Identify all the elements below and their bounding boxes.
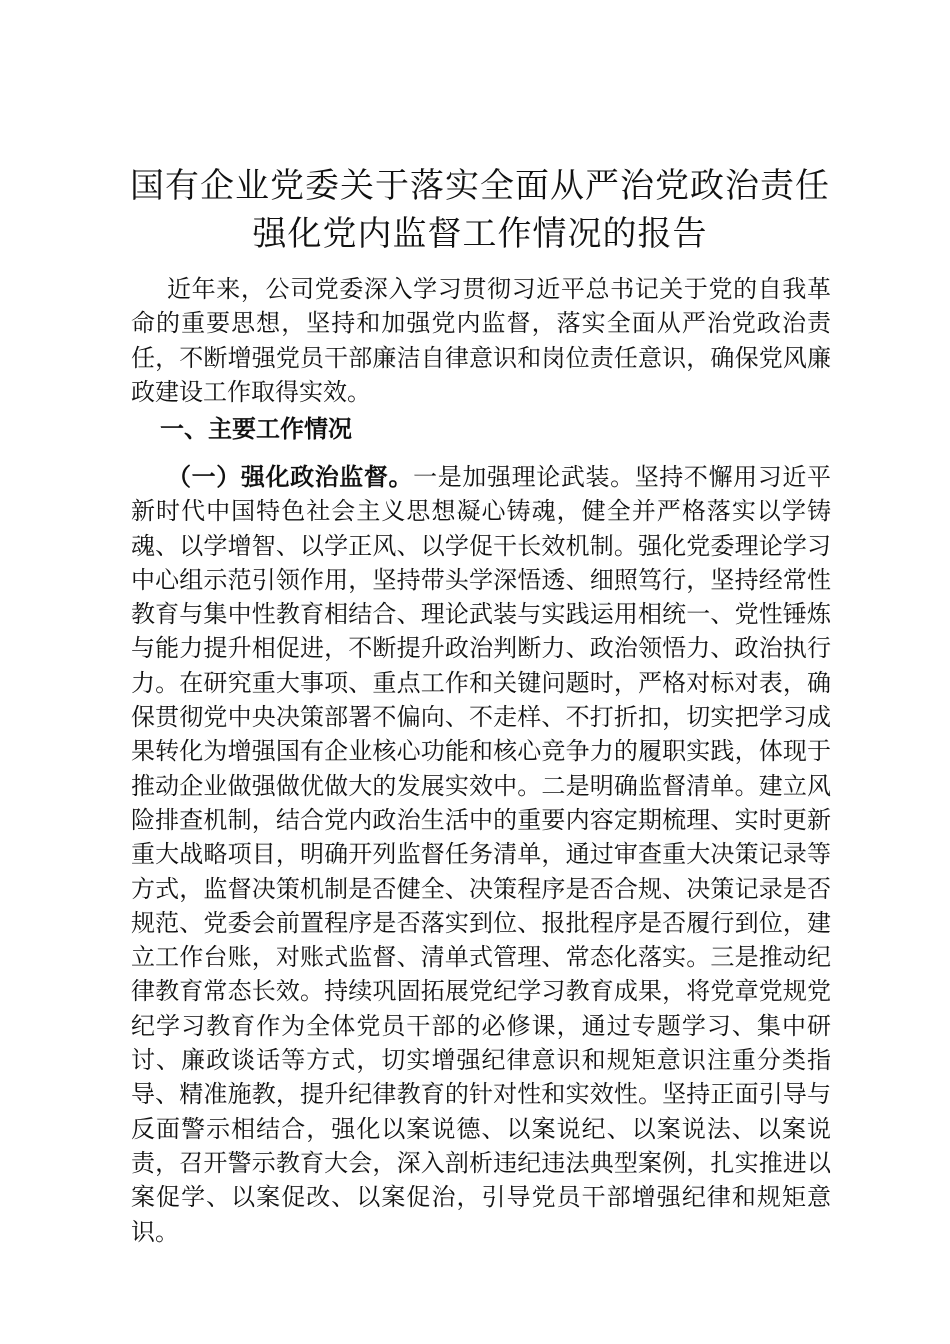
document-title <box>120 162 840 258</box>
title-line-1: 国有企业党委关于落实全面从严治党政治责任 <box>130 166 830 206</box>
intro-paragraph: 近年来，公司党委深入学习贯彻习近平总书记关于党的自我革命的重要思想，坚持和加强党内监督，落实全面从严治党政治责任，不断增强党员干部廉洁自律意识和岗位责任意识，确保党风廉政建设工作取得实效。 <box>131 275 831 406</box>
title-line-2: 强化党内监督工作情况的报告 <box>252 214 708 254</box>
section-heading-main-work: 一、主要工作情况 <box>160 415 352 443</box>
subsection-body: 一是加强理论武装。坚持不懈用习近平新时代中国特色社会主义思想凝心铸魂，健全并严格落实以学铸魂、以学增智、以学正风、以学促干长效机制。强化党委理论学习中心组示范引领作用，坚持带头学深悟透、细照笃行，坚持经常性教育与集中性教育相结合、理论武装与实践运用相统一、党性锤炼与能力提升相促进，不断提升政治判断力、政治领悟力、政治执行力。在研究重大事项、重点工作和关键问题时，严格对标对表，确保贯彻党中央决策部署不偏向、不走样、不打折扣，切实把学习成果转化为增强国有企业核心功能和核心竞争力的履职实践，体现于推动企业做强做优做大的发展实效中。二是明确监督清单。建立风险排查机制，结合党内政治生活中的重要内容定期梳理、实时更新重大战略项目，明确开列监督任务清单，通过审查重大决策记录等方式，监督决策机制是否健全、决策程序是否合规、决策记录是否规范、党委会前置程序是否落实到位、报批程序是否履行到位，建立工作台账，对账式监督、清单式管理、常态化落实。三是推动纪律教育常态长效。持续巩固拓展党纪学习教育成果，将党章党规党纪学习教育作为全体党员干部的必修课，通过专题学习、集中研讨、廉政谈话等方式，切实增强纪律意识和规矩意识注重分类指导、精准施教，提升纪律教育的针对性和实效性。坚持正面引导与反面警示相结合，强化以案说德、以案说纪、以案说法、以案说责，召开警示教育大会，深入剖析违纪违法典型案例，扎实推进以案促学、以案促改、以案促治，引导党员干部增强纪律和规矩意识。 <box>131 463 832 1246</box>
subsection-political-supervision <box>131 460 831 1249</box>
subsection-heading: （一）强化政治监督。 <box>167 463 414 491</box>
